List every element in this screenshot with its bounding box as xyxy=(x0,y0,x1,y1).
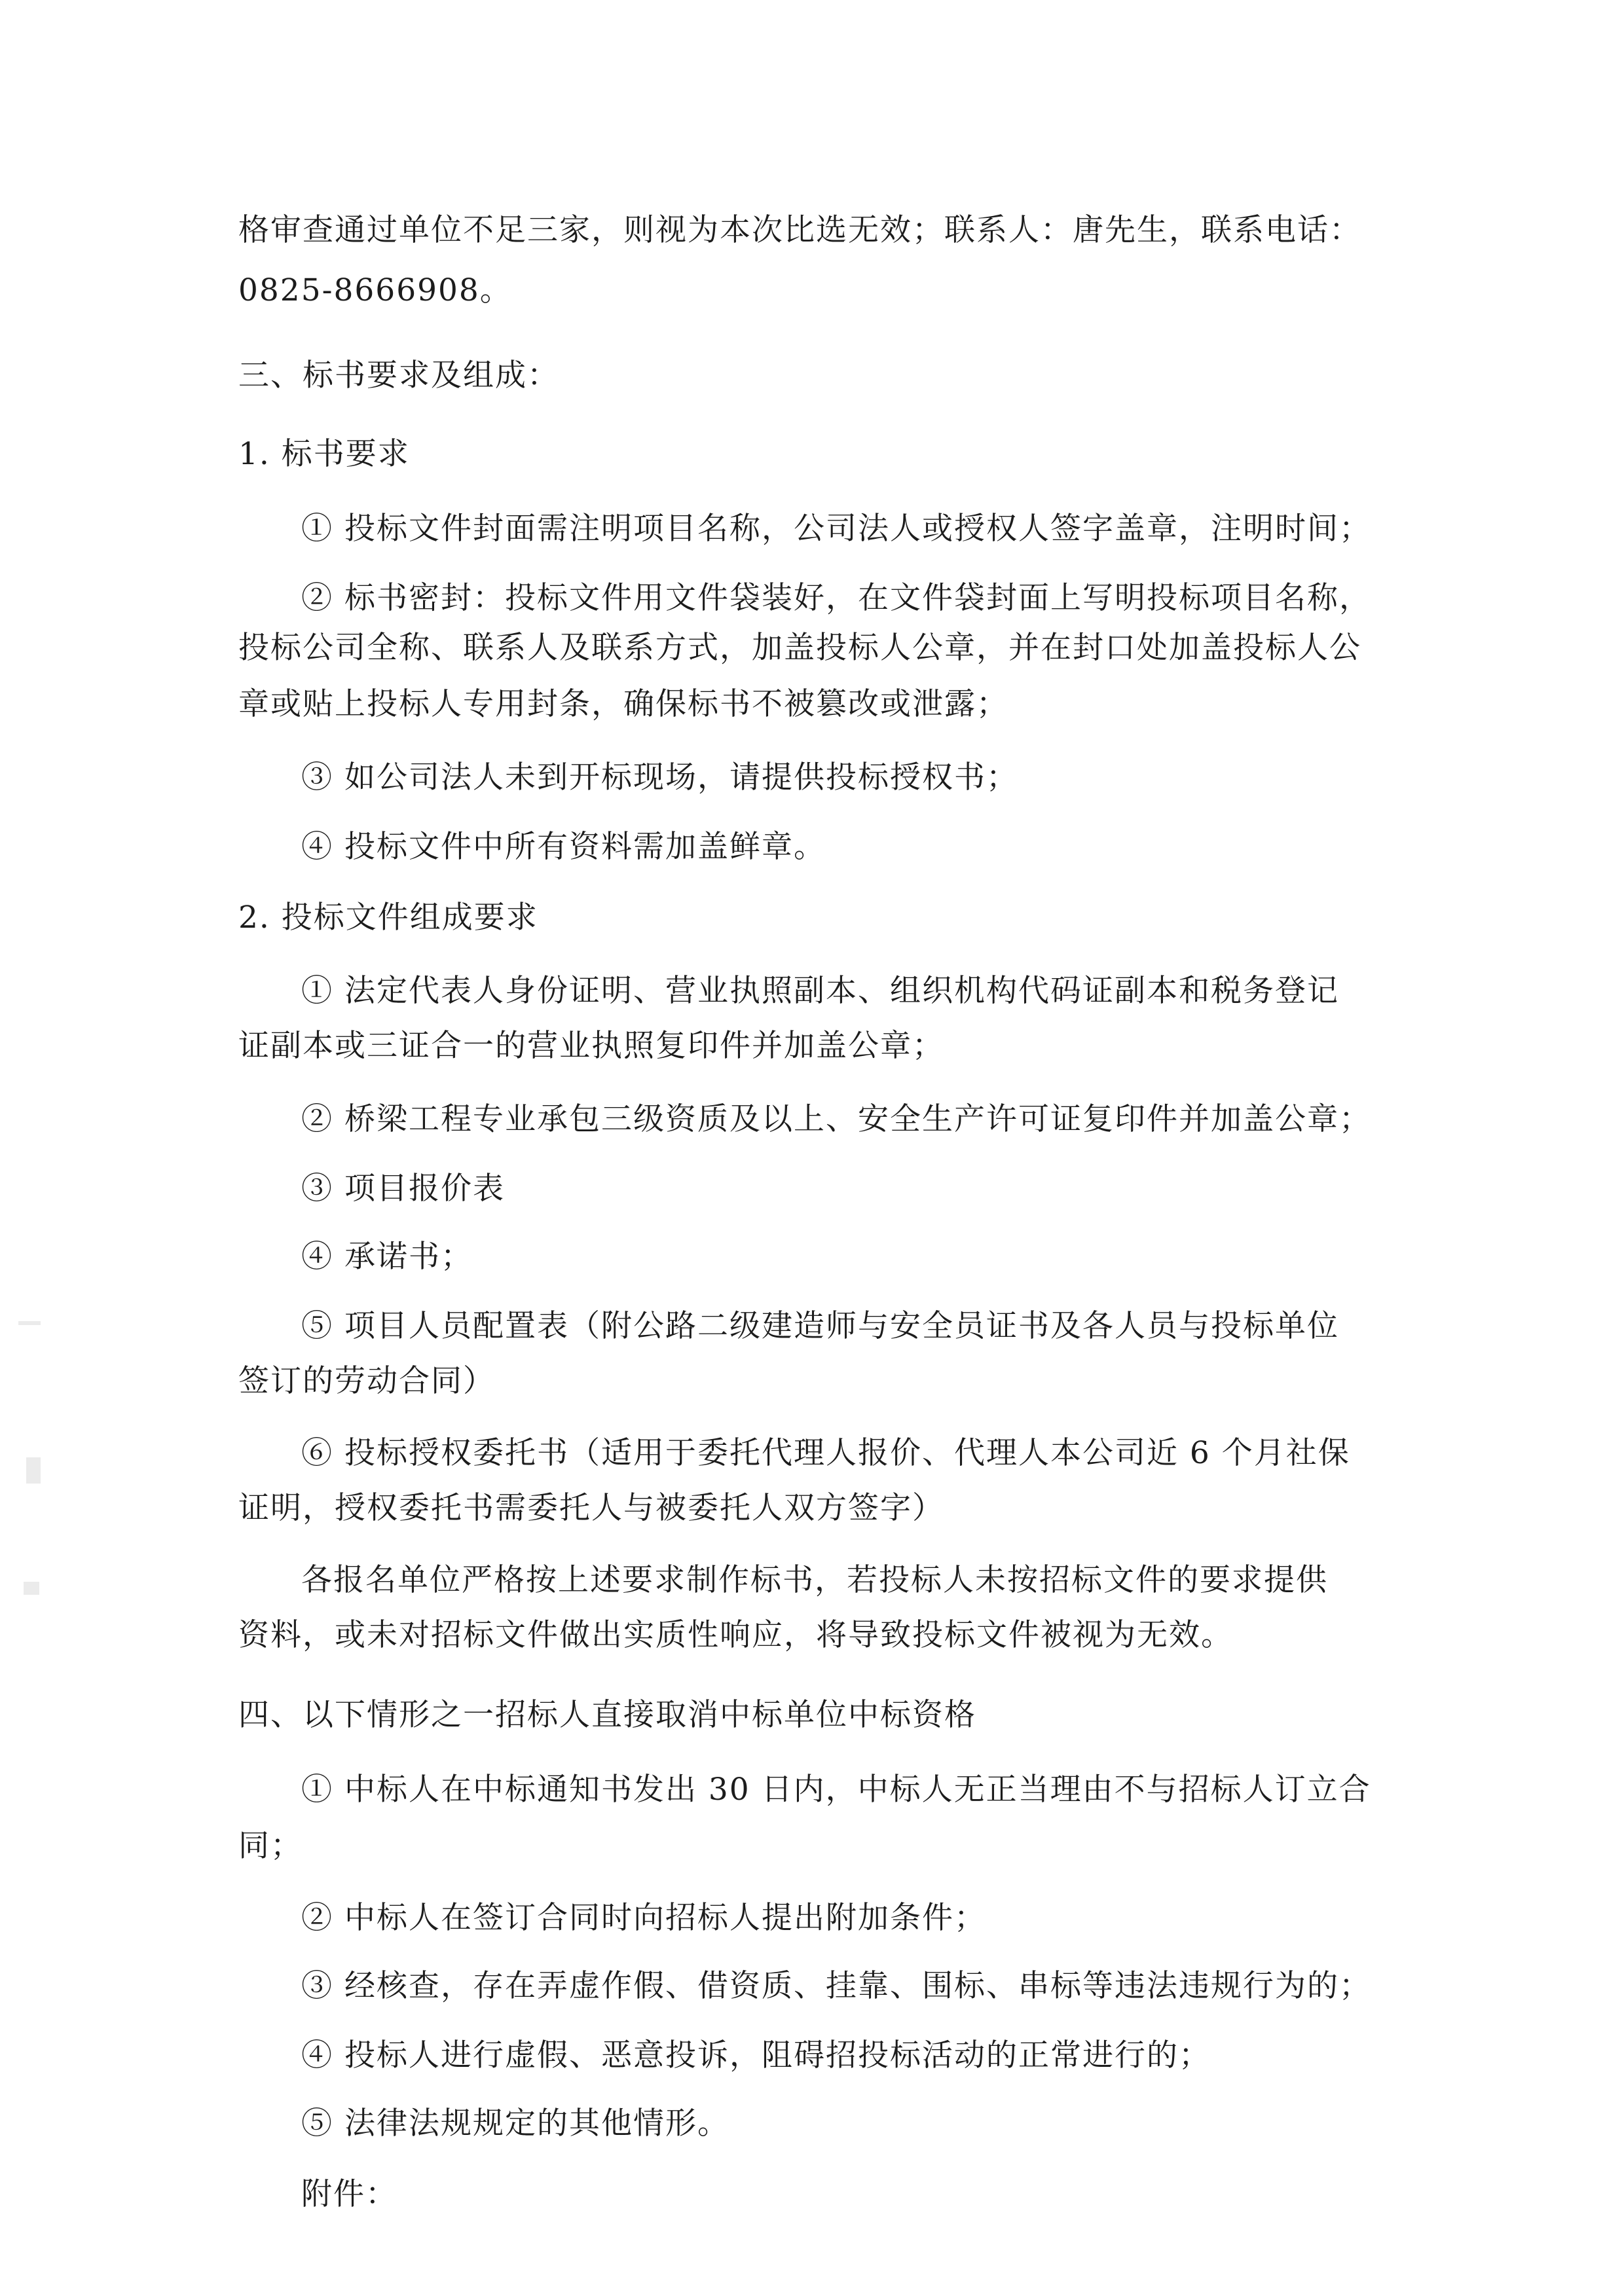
closing-paragraph-line-2: 资料，或未对招标文件做出实质性响应，将导致投标文件被视为无效。 xyxy=(238,1617,1233,1653)
list-item: ① 中标人在中标通知书发出 30 日内，中标人无正当理由不与招标人订立合 xyxy=(301,1772,1371,1808)
list-item: ③ 如公司法人未到开标现场，请提供投标授权书； xyxy=(301,759,1018,795)
section-4-heading: 四、以下情形之一招标人直接取消中标单位中标资格 xyxy=(238,1697,976,1733)
intro-line-1: 格审查通过单位不足三家，则视为本次比选无效；联系人：唐先生，联系电话： xyxy=(238,212,1361,248)
list-item-continuation: 证明，授权委托书需委托人与被委托人双方签字） xyxy=(238,1490,944,1526)
scan-artifact xyxy=(26,1457,41,1484)
list-item: ① 投标文件封面需注明项目名称，公司法人或授权人签字盖章，注明时间； xyxy=(301,511,1371,547)
list-item: ② 标书密封：投标文件用文件袋装好，在文件袋封面上写明投标项目名称， xyxy=(301,580,1371,616)
intro-line-2: 0825-8666908。 xyxy=(238,272,512,308)
list-item: ② 桥梁工程专业承包三级资质及以上、安全生产许可证复印件并加盖公章； xyxy=(301,1101,1371,1137)
section-3-heading: 三、标书要求及组成： xyxy=(238,357,559,393)
subsection-2-heading: 2. 投标文件组成要求 xyxy=(238,900,538,936)
list-item-continuation: 签订的劳动合同） xyxy=(238,1363,495,1399)
list-item: ⑥ 投标授权委托书（适用于委托代理人报价、代理人本公司近 6 个月社保 xyxy=(301,1435,1350,1471)
list-item: ① 法定代表人身份证明、营业执照副本、组织机构代码证副本和税务登记 xyxy=(301,973,1339,1009)
list-item: ④ 投标人进行虚假、恶意投诉，阻碍招投标活动的正常进行的； xyxy=(301,2037,1211,2073)
list-item: ③ 经核查，存在弄虚作假、借资质、挂靠、围标、串标等违法违规行为的； xyxy=(301,1968,1371,2004)
list-item: ③ 项目报价表 xyxy=(301,1171,505,1207)
list-item: ⑤ 法律法规规定的其他情形。 xyxy=(301,2105,729,2141)
list-item-continuation: 同； xyxy=(238,1828,303,1864)
list-item-continuation: 投标公司全称、联系人及联系方式，加盖投标人公章，并在封口处加盖投标人公 xyxy=(238,630,1361,666)
list-item: ⑤ 项目人员配置表（附公路二级建造师与安全员证书及各人员与投标单位 xyxy=(301,1308,1339,1344)
attachment-label: 附件： xyxy=(301,2176,397,2212)
subsection-1-heading: 1. 标书要求 xyxy=(238,436,410,472)
scan-artifact xyxy=(18,1321,41,1325)
list-item: ② 中标人在签订合同时向招标人提出附加条件； xyxy=(301,1900,986,1936)
list-item: ④ 承诺书； xyxy=(301,1239,473,1275)
closing-paragraph-line-1: 各报名单位严格按上述要求制作标书，若投标人未按招标文件的要求提供 xyxy=(301,1562,1328,1598)
scan-artifact xyxy=(24,1582,39,1595)
list-item: ④ 投标文件中所有资料需加盖鲜章。 xyxy=(301,829,826,865)
list-item-continuation: 证副本或三证合一的营业执照复印件并加盖公章； xyxy=(238,1028,944,1064)
list-item-continuation: 章或贴上投标人专用封条，确保标书不被篡改或泄露； xyxy=(238,686,1008,722)
